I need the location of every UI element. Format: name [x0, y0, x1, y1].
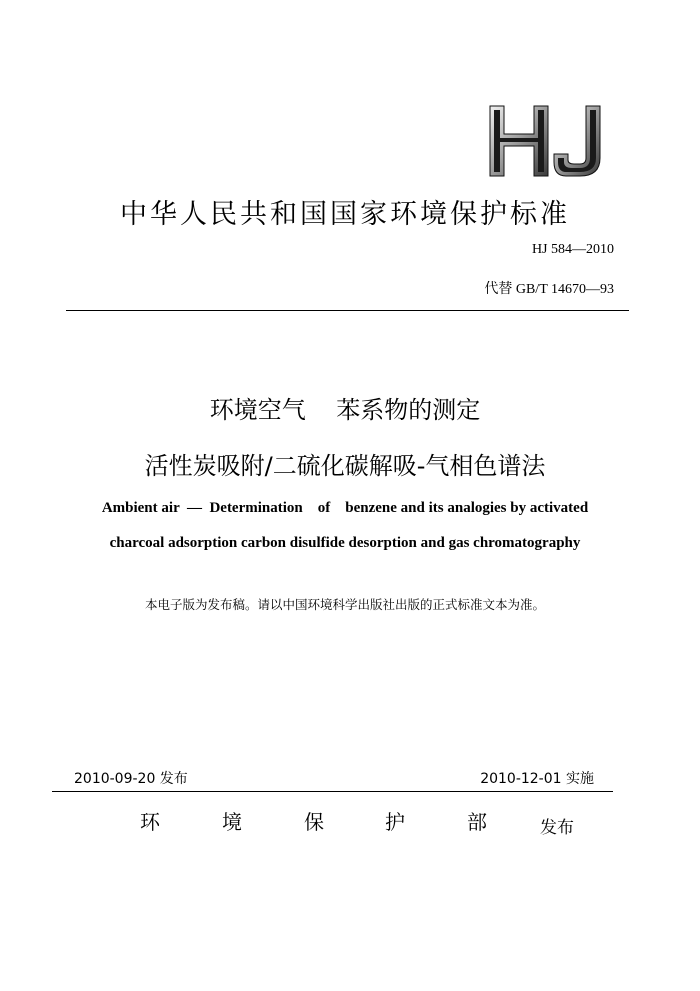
- organization-title: 中华人民共和国国家环境保护标准: [120, 199, 570, 230]
- english-title-line-1: Ambient air — Determination of benzene and its analogies by activated: [101, 500, 589, 516]
- issuer-char-4: 护: [385, 810, 405, 834]
- electronic-version-notice: 本电子版为发布稿。请以中国环境科学出版社出版的正式标准文本为准。: [144, 597, 545, 612]
- implementation-date: 2010-12-01 实施: [480, 771, 594, 787]
- publish-label: 发布: [540, 818, 574, 838]
- chinese-title-line-2: 活性炭吸附/二硫化碳解吸-气相色谱法: [144, 452, 546, 480]
- issuer-char-1: 环: [140, 810, 160, 834]
- bottom-divider: [52, 791, 613, 792]
- top-divider: [66, 310, 629, 311]
- release-date: 2010-09-20 发布: [74, 771, 188, 787]
- english-title-line-2: charcoal adsorption carbon disulfide desorption and gas chromatography: [109, 535, 581, 551]
- hj-logo: [488, 104, 608, 178]
- replaces-standard: 代替 GB/T 14670—93: [484, 282, 614, 297]
- issuer-char-2: 境: [222, 810, 242, 834]
- chinese-title-line-1: 环境空气 苯系物的测定: [209, 396, 481, 424]
- standard-number: HJ 584—2010: [531, 242, 614, 257]
- issuer-char-5: 部: [467, 810, 487, 834]
- issuer-char-3: 保: [304, 810, 324, 834]
